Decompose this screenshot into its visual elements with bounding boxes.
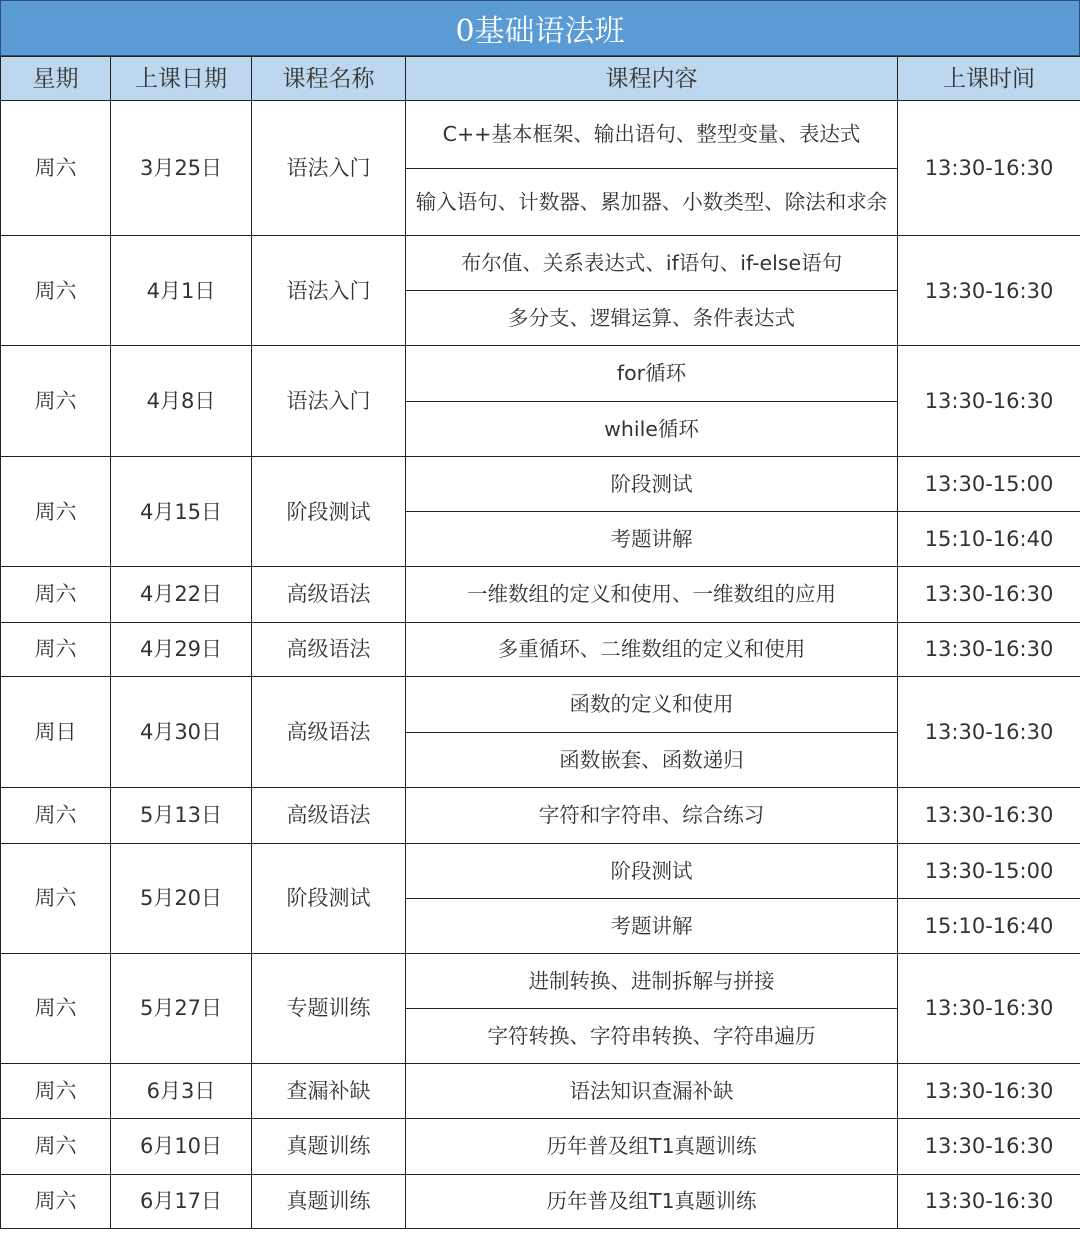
date-cell: 6月17日	[111, 1174, 252, 1229]
weekday-cell: 周六	[1, 622, 111, 677]
weekday-cell: 周六	[1, 1063, 111, 1119]
course-content-cell: 多重循环、二维数组的定义和使用	[406, 622, 898, 677]
date-cell: 4月15日	[111, 457, 252, 567]
class-time-cell: 13:30-16:30	[898, 236, 1080, 346]
class-time-cell: 13:30-16:30	[898, 677, 1080, 788]
weekday-cell: 周六	[1, 1119, 111, 1175]
course-name-cell: 语法入门	[252, 346, 406, 457]
class-time-cell: 13:30-16:30	[898, 788, 1080, 844]
date-cell: 4月1日	[111, 236, 252, 346]
header-course-content: 课程内容	[406, 57, 898, 101]
table-row	[1, 622, 1080, 677]
date-cell: 6月3日	[111, 1063, 252, 1119]
weekday-cell: 周六	[1, 567, 111, 623]
schedule-table	[0, 56, 1080, 1229]
class-time-cell: 13:30-16:30	[898, 1063, 1080, 1119]
class-time-cell: 13:30-15:00	[898, 457, 1080, 512]
header-class-time: 上课时间	[898, 57, 1080, 101]
header-weekday: 星期	[1, 57, 111, 101]
table-row	[1, 236, 1080, 291]
course-name-cell: 高级语法	[252, 622, 406, 677]
course-content-cell: 输入语句、计数器、累加器、小数类型、除法和求余	[406, 168, 898, 236]
course-name-cell: 查漏补缺	[252, 1063, 406, 1119]
table-row	[1, 788, 1080, 844]
table-row	[1, 1174, 1080, 1229]
course-content-cell: 考题讲解	[406, 898, 898, 953]
course-content-cell: 布尔值、关系表达式、if语句、if-else语句	[406, 236, 898, 291]
table-row	[1, 843, 1080, 898]
class-time-cell: 13:30-15:00	[898, 843, 1080, 898]
header-course-name: 课程名称	[252, 57, 406, 101]
course-content-cell: 阶段测试	[406, 457, 898, 512]
date-cell: 5月13日	[111, 788, 252, 844]
date-cell: 3月25日	[111, 101, 252, 236]
weekday-cell: 周六	[1, 953, 111, 1063]
course-name-cell: 高级语法	[252, 788, 406, 844]
class-time-cell: 13:30-16:30	[898, 1174, 1080, 1229]
course-content-cell: 历年普及组T1真题训练	[406, 1174, 898, 1229]
table-row	[1, 1119, 1080, 1175]
course-content-cell: C++基本框架、输出语句、整型变量、表达式	[406, 101, 898, 169]
date-cell: 5月20日	[111, 843, 252, 953]
course-content-cell: 阶段测试	[406, 843, 898, 898]
class-time-cell: 13:30-16:30	[898, 567, 1080, 623]
date-cell: 4月29日	[111, 622, 252, 677]
class-time-cell: 13:30-16:30	[898, 953, 1080, 1063]
class-time-cell: 13:30-16:30	[898, 1119, 1080, 1175]
course-name-cell: 阶段测试	[252, 843, 406, 953]
course-content-cell: 考题讲解	[406, 512, 898, 567]
course-name-cell: 专题训练	[252, 953, 406, 1063]
table-row	[1, 953, 1080, 1008]
header-date: 上课日期	[111, 57, 252, 101]
class-time-cell: 15:10-16:40	[898, 898, 1080, 953]
date-cell: 5月27日	[111, 953, 252, 1063]
course-content-cell: 历年普及组T1真题训练	[406, 1119, 898, 1175]
date-cell: 6月10日	[111, 1119, 252, 1175]
table-row	[1, 567, 1080, 623]
class-time-cell: 15:10-16:40	[898, 512, 1080, 567]
table-row	[1, 677, 1080, 733]
course-name-cell: 高级语法	[252, 567, 406, 623]
weekday-cell: 周六	[1, 346, 111, 457]
course-content-cell: 多分支、逻辑运算、条件表达式	[406, 291, 898, 346]
weekday-cell: 周六	[1, 101, 111, 236]
course-name-cell: 语法入门	[252, 236, 406, 346]
date-cell: 4月22日	[111, 567, 252, 623]
weekday-cell: 周六	[1, 457, 111, 567]
course-content-cell: 函数嵌套、函数递归	[406, 732, 898, 788]
course-name-cell: 真题训练	[252, 1119, 406, 1175]
weekday-cell: 周六	[1, 1174, 111, 1229]
course-content-cell: while循环	[406, 401, 898, 457]
schedule-title: 0基础语法班	[0, 0, 1080, 56]
date-cell: 4月30日	[111, 677, 252, 788]
class-time-cell: 13:30-16:30	[898, 346, 1080, 457]
weekday-cell: 周六	[1, 236, 111, 346]
table-row	[1, 346, 1080, 402]
class-time-cell: 13:30-16:30	[898, 622, 1080, 677]
course-content-cell: for循环	[406, 346, 898, 402]
weekday-cell: 周日	[1, 677, 111, 788]
course-content-cell: 字符和字符串、综合练习	[406, 788, 898, 844]
header-row	[1, 57, 1080, 101]
course-content-cell: 语法知识查漏补缺	[406, 1063, 898, 1119]
class-time-cell: 13:30-16:30	[898, 101, 1080, 236]
course-content-cell: 一维数组的定义和使用、一维数组的应用	[406, 567, 898, 623]
table-row	[1, 101, 1080, 169]
course-content-cell: 进制转换、进制拆解与拼接	[406, 953, 898, 1008]
course-name-cell: 阶段测试	[252, 457, 406, 567]
course-content-cell: 字符转换、字符串转换、字符串遍历	[406, 1008, 898, 1063]
date-cell: 4月8日	[111, 346, 252, 457]
course-name-cell: 高级语法	[252, 677, 406, 788]
course-name-cell: 语法入门	[252, 101, 406, 236]
weekday-cell: 周六	[1, 788, 111, 844]
table-row	[1, 1063, 1080, 1119]
course-content-cell: 函数的定义和使用	[406, 677, 898, 733]
course-name-cell: 真题训练	[252, 1174, 406, 1229]
weekday-cell: 周六	[1, 843, 111, 953]
table-row	[1, 457, 1080, 512]
